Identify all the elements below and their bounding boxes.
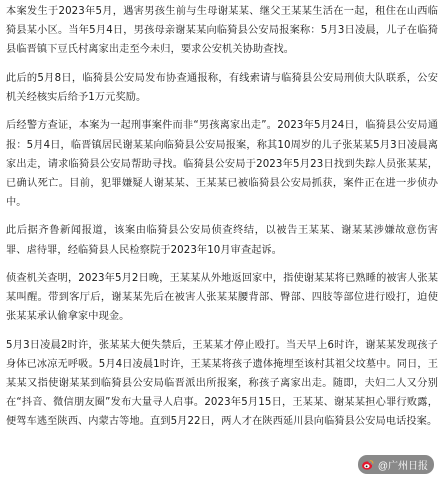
article-body (6, 2, 438, 431)
watermark-text: @广州日报 (377, 461, 428, 472)
paragraph-gap (6, 212, 438, 222)
paragraph-4: 此后据齐鲁新闻报道，该案由临猗县公安局侦查终结，以被告王某某、谢某某涉嫌故意伤害罪、虐待罪，经临猗县人民检察院于2023年10月审查起诉。 (6, 225, 438, 256)
paragraph-3: 后经警方查证，本案为一起刑事案件而非“男孩离家出走”。2023年5月24日，临猗县公安局通报：5月4日，临晋镇居民谢某某向临猗县公安局报案，称其10周岁的儿子张某某5月3日凌晨离家出走，请求临猗县公安局帮助寻找。临猗县公安局于2023年5月23日找到失踪人员张某某，已确认死亡。目前，犯罪嫌疑人谢某某、王某某已被临猗县公安局抓获，案件正在进一步侦办中。 (6, 120, 438, 208)
source-watermark (358, 455, 434, 474)
paragraph-6: 5月3日凌晨2时许，张某某大便失禁后，王某某才停止殴打。当天早上6时许，谢某某发现孩子身体已冰凉无呼吸。5月4日凌晨1时许，王某某将孩子遗体掩埋至该村其祖父坟墓中。同日，王某某又指使谢某某到临猗县公安局临晋派出所报案，称孩子离家出走。随即，夫妇二人又分别在“抖音、微信朋友圈”发布大量寻人启事。2023年5月15日，王某某、谢某某担心罪行败露，便驾车逃至陕西、内蒙古等地。直到5月22日，两人才在陕西延川县向临猗县公安局电话投案。 (6, 339, 438, 428)
paragraph-gap (6, 107, 438, 117)
paragraph-2: 此后的5月8日，临猗县公安局发布协查通报称，有线索请与临猗县公安局刑侦大队联系，公安机关经核实后给予1万元奖励。 (6, 72, 438, 103)
paragraph-1: 本案发生于2023年5月，遇害男孩生前与生母谢某某、继父王某某生活在一起，租住在山西临猗县某小区。当年5月4日，男孩母亲谢某某向临猗县公安局报案称：5月3日凌晨，儿子在临猗县临晋镇下豆氏村离家出走至今未归，要求公安机关协助查找。 (6, 6, 438, 56)
paragraph-gap (6, 260, 438, 270)
paragraph-gap (6, 326, 438, 336)
paragraph-5: 侦查机关查明，2023年5月2日晚，王某某从外地返回家中，指使谢某某将已熟睡的被害人张某某叫醒。带到客厅后，谢某某先后在被害人张某某腰背部、臀部、四肢等部位进行殴打，迫使张某某承认偷拿家中现金。 (6, 273, 438, 323)
paragraph-gap (6, 59, 438, 69)
weibo-icon (361, 459, 375, 471)
